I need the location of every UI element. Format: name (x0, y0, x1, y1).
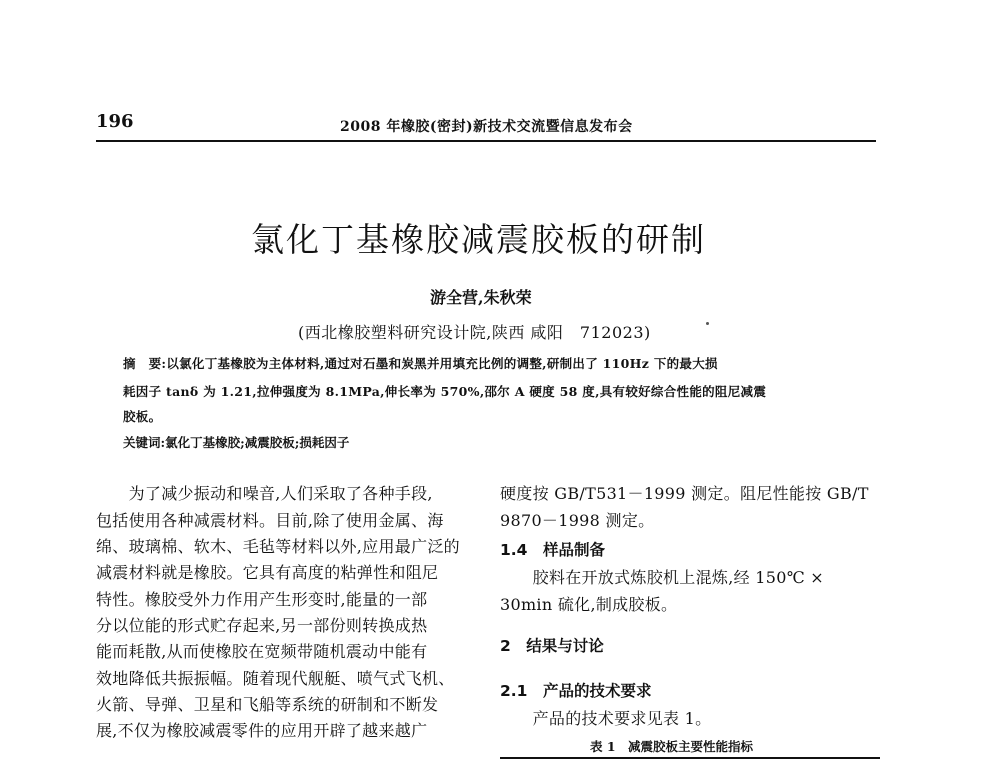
body-line-right: 产品的技术要求见表 1。 (500, 709, 712, 728)
body-line-left: 特性。橡胶受外力作用产生形变时,能量的一部 (96, 590, 428, 609)
body-line-left: 为了减少振动和噪音,人们采取了各种手段, (96, 484, 433, 503)
abstract-line: 摘 要:以氯化丁基橡胶为主体材料,通过对石墨和炭黑并用填充比例的调整,研制出了 110Hz 下的最大损 (123, 356, 718, 371)
body-line-left: 分以位能的形式贮存起来,另一部份则转换成热 (96, 616, 428, 635)
authors: 游全营,朱秋荣 (430, 288, 532, 307)
running-header: 2008 年橡胶(密封)新技术交流暨信息发布会 (340, 119, 633, 135)
section-heading-2: 2 结果与讨论 (500, 637, 604, 655)
affiliation: (西北橡胶塑料研究设计院,陕西 咸阳 712023) (298, 323, 651, 342)
body-line-left: 火箭、导弹、卫星和飞船等系统的研制和不断发 (96, 695, 439, 714)
section-heading-2-1: 2.1 产品的技术要求 (500, 682, 652, 700)
body-line-left: 能而耗散,从而使橡胶在宽频带随机震动中能有 (96, 642, 428, 661)
body-line-left: 效地降低共振振幅。随着现代舰艇、喷气式飞机、 (96, 669, 455, 688)
body-line-left: 包括使用各种减震材料。目前,除了使用金属、海 (96, 511, 444, 530)
abstract-line: 耗因子 tanδ 为 1.21,拉伸强度为 8.1MPa,伸长率为 570%,邵尔 A 硬度 58 度,具有较好综合性能的阻尼减震 (123, 384, 767, 399)
section-heading-1-4: 1.4 样品制备 (500, 541, 605, 559)
abstract-line: 胶板。 (123, 409, 162, 424)
body-line-left: 绵、玻璃棉、软木、毛毡等材料以外,应用最广泛的 (96, 537, 460, 556)
body-line-left: 展,不仅为橡胶减震零件的应用开辟了越来越广 (96, 721, 428, 740)
body-line-right: 硬度按 GB/T531－1999 测定。阻尼性能按 GB/T (500, 484, 869, 503)
body-line-left: 减震材料就是橡胶。它具有高度的粘弹性和阻尼 (96, 563, 439, 582)
keywords: 关键词:氯化丁基橡胶;减震胶板;损耗因子 (123, 435, 350, 450)
scan-speck (706, 322, 709, 325)
body-line-right: 胶料在开放式炼胶机上混炼,经 150℃ × (500, 568, 825, 587)
table-caption: 表 1 减震胶板主要性能指标 (590, 739, 754, 754)
body-line-right: 9870－1998 测定。 (500, 511, 655, 530)
paper-title: 氯化丁基橡胶减震胶板的研制 (251, 220, 706, 259)
body-line-right: 30min 硫化,制成胶板。 (500, 595, 678, 614)
table-top-rule (500, 757, 880, 759)
page-number: 196 (96, 111, 134, 132)
header-rule (96, 140, 876, 142)
